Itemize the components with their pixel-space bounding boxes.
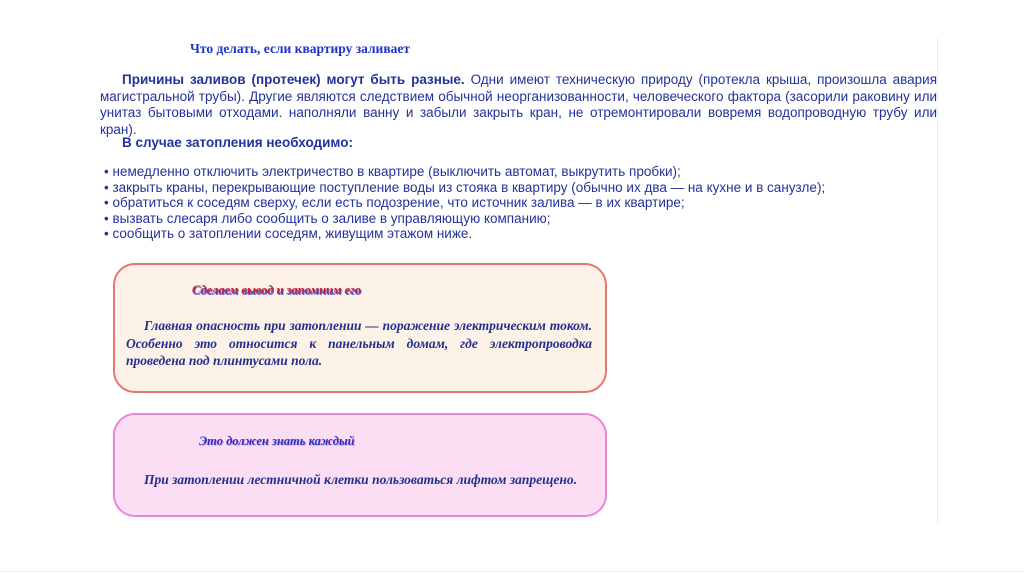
conclusion-box-body: Главная опасность при затоплении — поражение электрическим током. Особенно это относится к панельным домам, где электропроводка проведена под плинтусами пола.	[126, 318, 592, 368]
list-item: • сообщить о затоплении соседям, живущим этажом ниже.	[104, 226, 937, 242]
conclusion-box-heading: Сделаем вывод и запомним его	[192, 283, 361, 297]
know-box	[113, 413, 607, 517]
list-item: • вызвать слесаря либо сообщить о заливе в управляющую компанию;	[104, 211, 937, 227]
page-edge-line-bottom	[0, 571, 1024, 572]
conclusion-box	[113, 263, 607, 393]
list-item: • обратиться к соседям сверху, если есть подозрение, что источник залива — в их квартире;	[104, 195, 937, 211]
know-box-heading: Это должен знать каждый	[199, 434, 355, 448]
intro-paragraph	[100, 72, 937, 138]
intro-rest-text: Одни имеют техническую природу (протекла крыша, произошла авария магистральной трубы). Другие являются следствием обычной неорганизованности, человеческого фактора (засорили раковину или унитаз бытовыми отходами. наполняли ванну и забыли закрыть кран, не отремонтировали вовремя водопроводную трубу или кран).	[100, 72, 938, 137]
list-item: • закрыть краны, перекрывающие поступление воды из стояка в квартиру (обычно их два — на кухне и в санузле);	[104, 180, 937, 196]
page-title: Что делать, если квартиру заливает	[190, 41, 411, 56]
list-item: • немедленно отключить электричество в квартире (выключить автомат, выкрутить пробки);	[104, 164, 937, 180]
section-heading: В случае затопления необходимо:	[122, 135, 353, 150]
page-edge-line-right	[937, 38, 938, 523]
instruction-list	[104, 164, 937, 242]
know-box-body: При затоплении лестничной клетки пользоваться лифтом запрещено.	[144, 472, 578, 487]
intro-lead-sentence: Причины заливов (протечек) могут быть разные.	[122, 72, 465, 87]
